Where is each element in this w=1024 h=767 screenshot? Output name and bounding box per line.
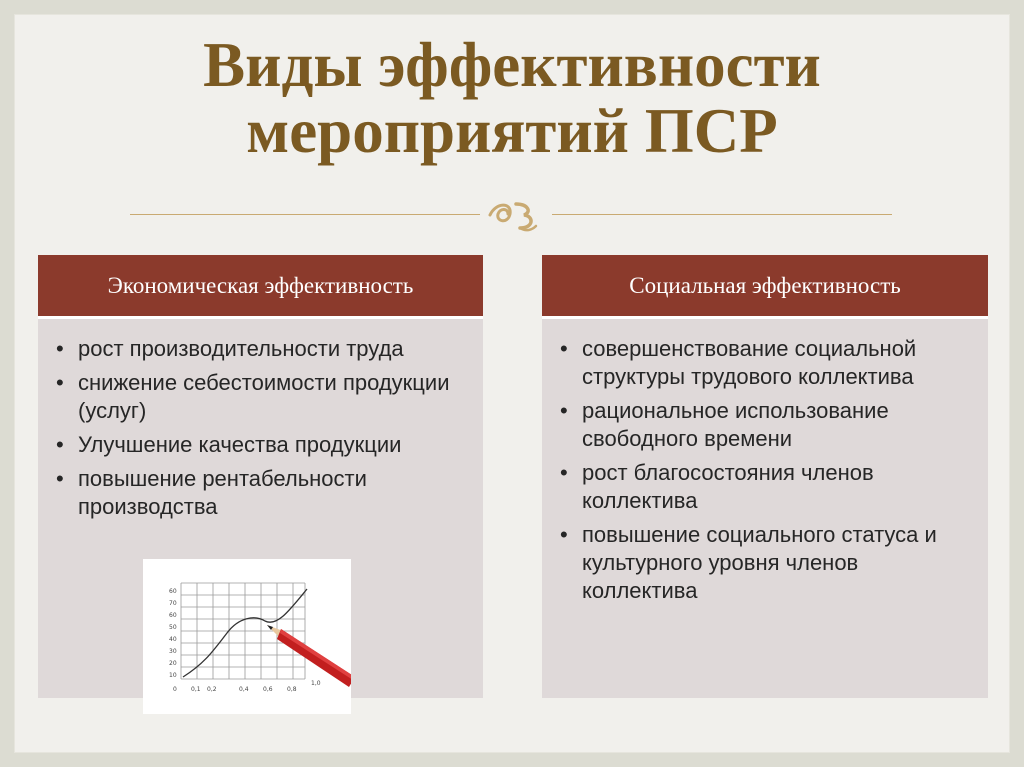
x-tick: 0,1	[191, 686, 201, 693]
pencil-icon	[267, 625, 351, 687]
list-item: • рост благосостояния членов коллектива	[556, 459, 978, 515]
x-tick: 0,6	[263, 686, 273, 693]
x-tick: 0,4	[239, 686, 249, 693]
social-bullet-list	[542, 319, 988, 605]
y-tick: 30	[169, 648, 177, 655]
list-item: • повышение рентабельности производства	[52, 465, 473, 521]
list-item: • повышение социального статуса и культурного уровня членов коллектива	[556, 521, 978, 605]
list-item: • совершенствование социальной структуры трудового коллектива	[556, 335, 978, 391]
slide	[14, 14, 1010, 753]
social-panel-heading: Социальная эффективность	[542, 255, 988, 319]
economic-bullet-list	[38, 319, 483, 521]
x-tick: 0	[173, 686, 177, 693]
y-tick: 40	[169, 636, 177, 643]
flourish-ornament-icon	[480, 194, 552, 236]
x-tick: 1,0	[311, 680, 321, 687]
economic-efficiency-panel	[38, 255, 483, 698]
list-item: • Улучшение качества продукции	[52, 431, 473, 459]
list-item: • рост производительности труда	[52, 335, 473, 363]
economic-panel-heading: Экономическая эффективность	[38, 255, 483, 319]
y-tick: 60	[169, 612, 177, 619]
y-tick: 10	[169, 672, 177, 679]
list-item: • рациональное использование свободного времени	[556, 397, 978, 453]
slide-title	[14, 32, 1010, 164]
list-item: • снижение себестоимости продукции (услуг)	[52, 369, 473, 425]
graph-with-pencil-illustration	[143, 559, 351, 714]
y-tick: 70	[169, 600, 177, 607]
x-tick: 0,8	[287, 686, 297, 693]
social-efficiency-panel	[542, 255, 988, 698]
title-line-2: мероприятий ПСР	[246, 96, 778, 166]
y-tick: 50	[169, 624, 177, 631]
y-tick: 60	[169, 588, 177, 595]
title-line-1: Виды эффективности	[203, 30, 821, 100]
x-tick: 0,2	[207, 686, 217, 693]
y-tick: 20	[169, 660, 177, 667]
